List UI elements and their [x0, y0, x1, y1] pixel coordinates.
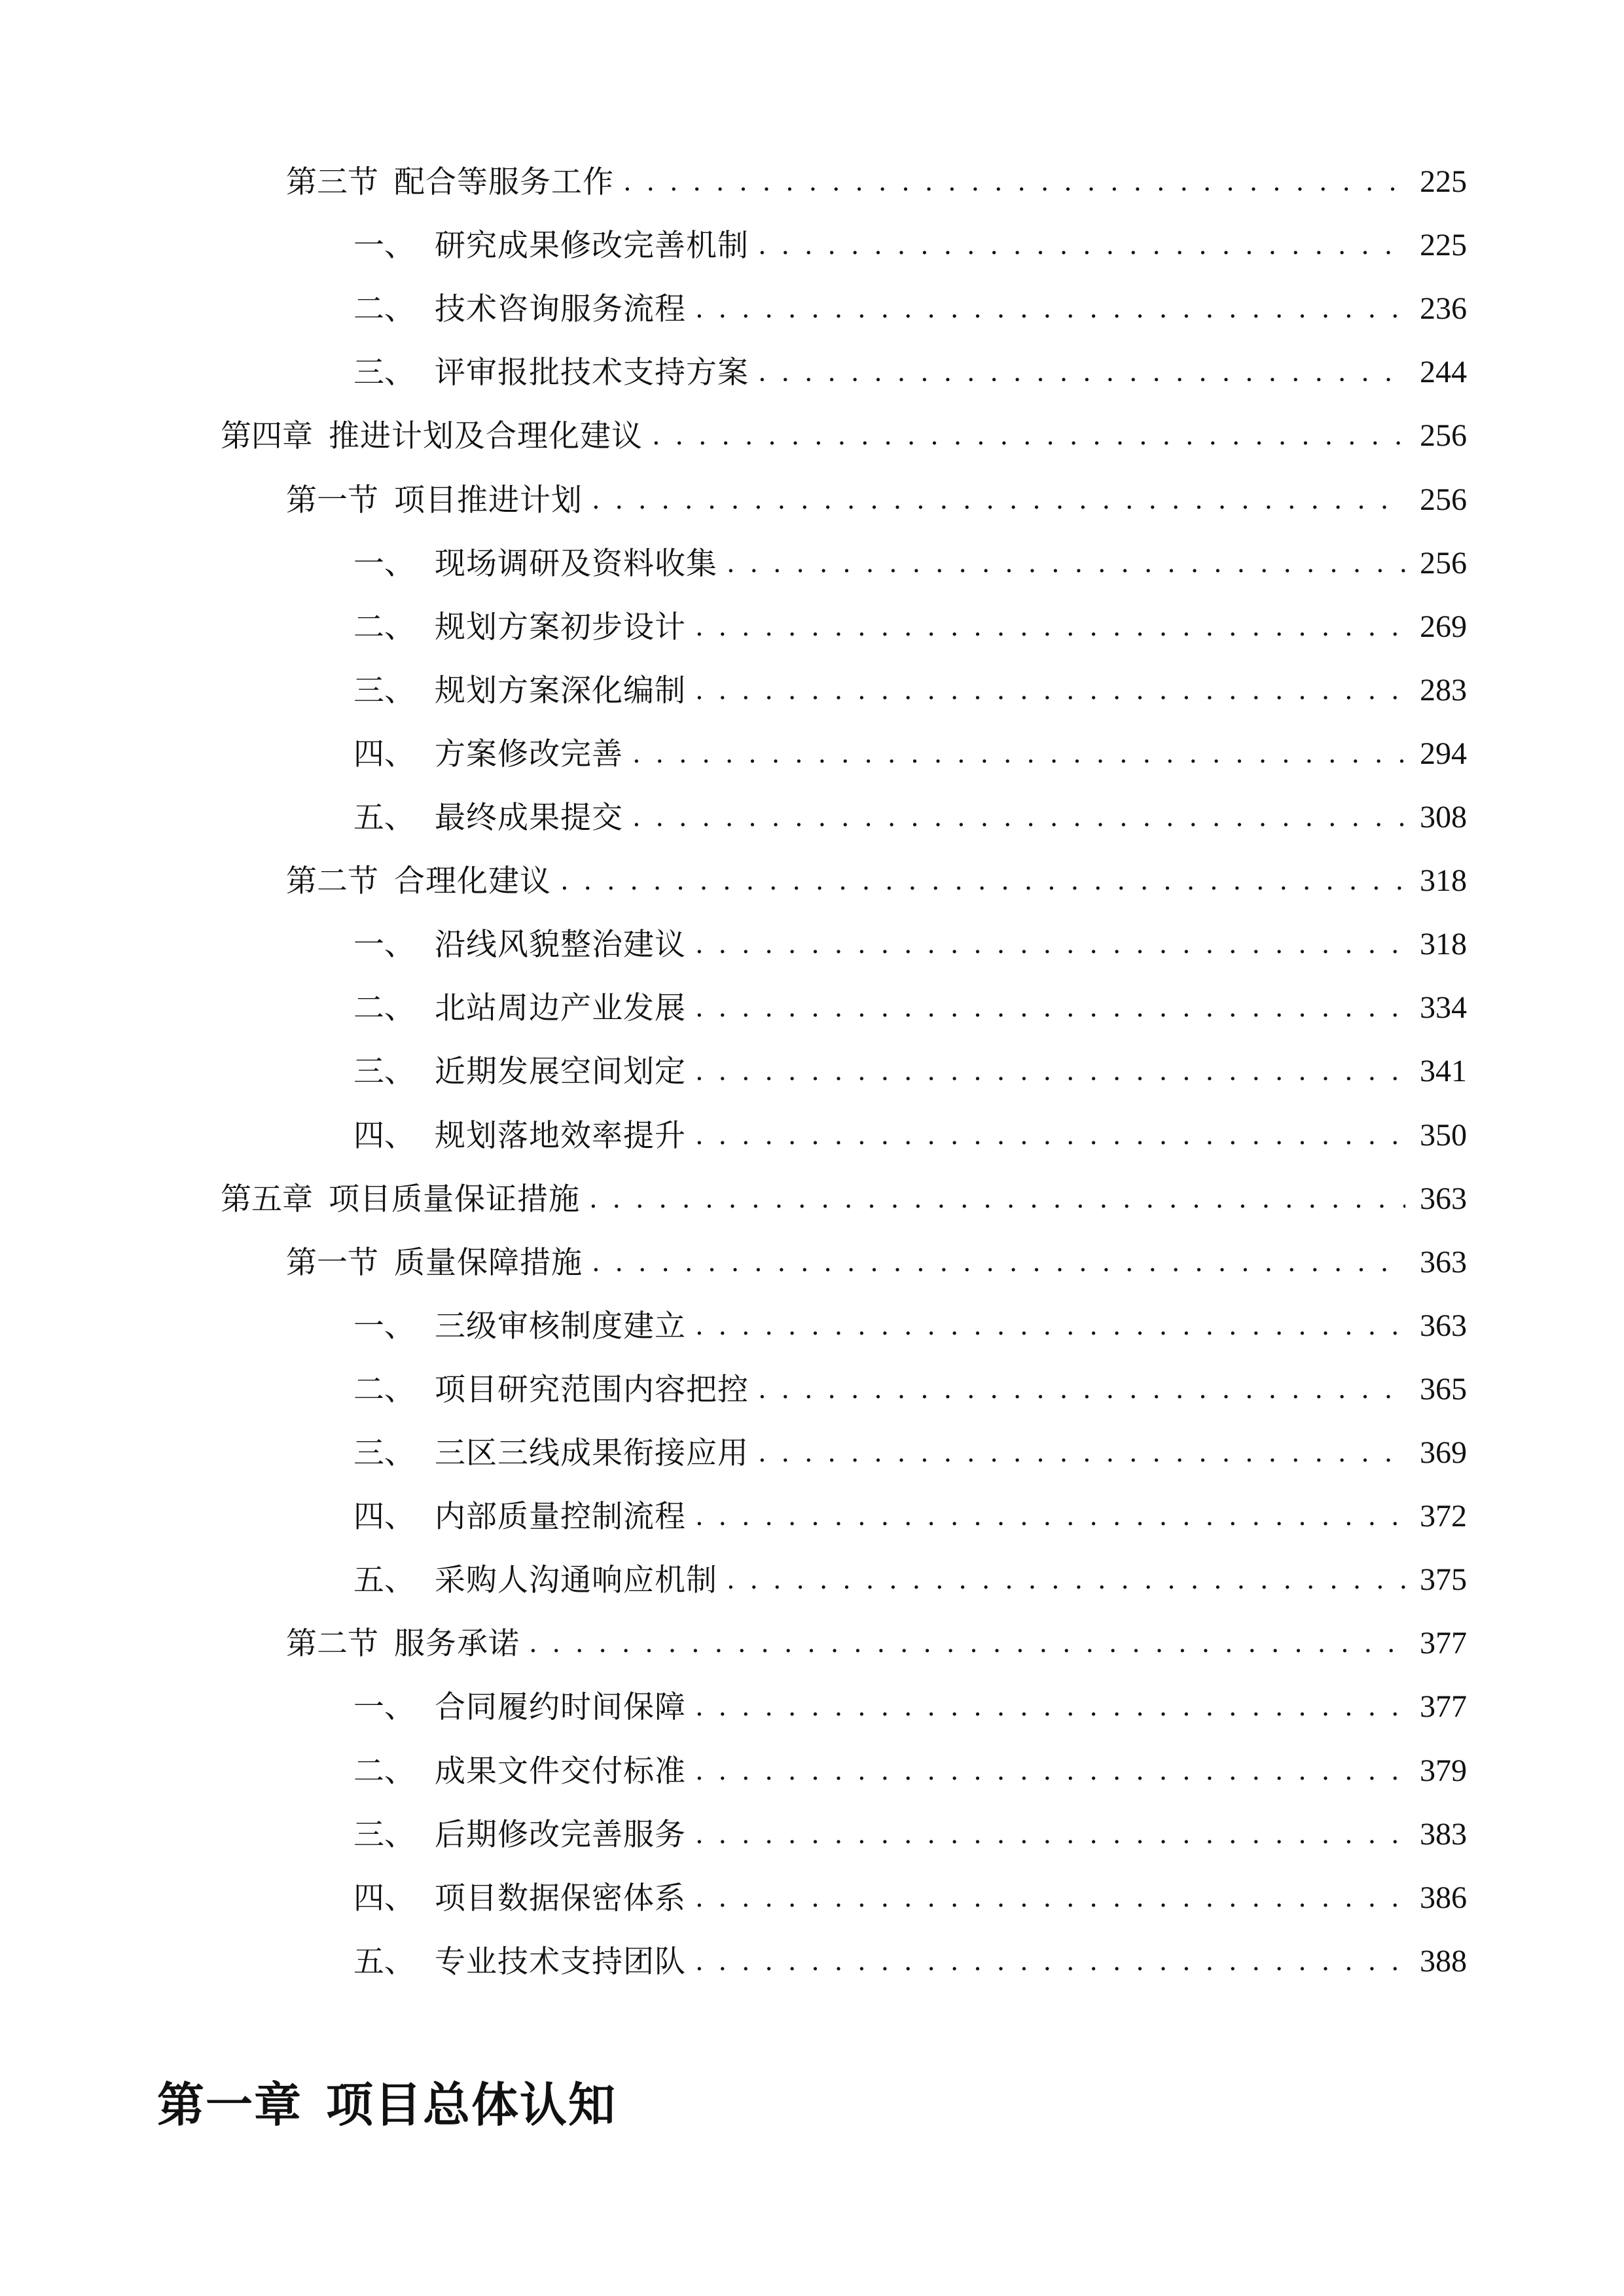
toc-dot-leader: [695, 675, 1405, 706]
toc-dot-leader: [695, 1311, 1405, 1342]
toc-entry-page-number: 377: [1420, 1626, 1467, 1660]
toc-entry[interactable]: [353, 1296, 1467, 1342]
toc-dot-leader: [758, 1438, 1405, 1469]
toc-entry-title: 推进计划及合理化建议: [329, 418, 643, 454]
toc-entry-page-number: 318: [1420, 927, 1467, 961]
toc-entry[interactable]: [353, 215, 1467, 264]
toc-entry-page-number: 350: [1420, 1118, 1467, 1153]
toc-entry-number: 一、: [353, 1689, 415, 1725]
toc-entry-number: 三、: [353, 355, 415, 391]
toc-entry-page-number: 363: [1420, 1181, 1467, 1216]
toc-entry-number: 四、: [353, 1499, 415, 1535]
toc-entry-number: 第二节: [286, 1626, 378, 1662]
toc-entry[interactable]: [353, 1486, 1467, 1535]
toc-entry-number: 二、: [353, 609, 415, 645]
toc-entry-number: 五、: [353, 1562, 415, 1598]
toc-dot-leader: [695, 993, 1405, 1024]
toc-entry[interactable]: [353, 597, 1467, 643]
toc-entry-page-number: 363: [1420, 1245, 1467, 1280]
toc-dot-leader: [695, 1883, 1405, 1914]
toc-entry[interactable]: [221, 1169, 1467, 1215]
toc-entry-number: 第五章: [221, 1181, 313, 1217]
toc-entry-number: 三、: [353, 1435, 415, 1471]
toc-entry-number: 三、: [353, 673, 415, 709]
toc-entry-title: 后期修改完善服务: [435, 1817, 686, 1853]
toc-entry-number: 五、: [353, 1944, 415, 1980]
toc-entry-title: 方案修改完善: [435, 736, 623, 772]
toc-entry[interactable]: [286, 152, 1467, 198]
toc-entry-page-number: 365: [1420, 1372, 1467, 1407]
toc-dot-leader: [652, 421, 1405, 452]
toc-entry[interactable]: [286, 470, 1467, 516]
toc-entry-page-number: 225: [1420, 164, 1467, 199]
toc-entry[interactable]: [353, 1931, 1467, 1980]
toc-dot-leader: [695, 1820, 1405, 1850]
toc-entry-title: 成果文件交付标准: [435, 1753, 686, 1789]
toc-entry[interactable]: [353, 978, 1467, 1024]
toc-entry-number: 一、: [353, 546, 415, 582]
toc-dot-leader: [695, 1756, 1405, 1787]
toc-entry-number: 第一节: [286, 1245, 378, 1281]
toc-entry-title: 专业技术支持团队: [435, 1944, 686, 1980]
toc-entry-title: 三级审核制度建立: [435, 1308, 686, 1344]
toc-entry[interactable]: [353, 787, 1467, 836]
toc-entry[interactable]: [353, 1677, 1467, 1723]
toc-entry-title: 规划方案初步设计: [435, 609, 686, 645]
toc-entry-page-number: 363: [1420, 1308, 1467, 1343]
toc-entry[interactable]: [353, 533, 1467, 582]
toc-entry-page-number: 283: [1420, 673, 1467, 708]
toc-entry[interactable]: [353, 660, 1467, 709]
toc-entry-page-number: 375: [1420, 1562, 1467, 1597]
toc-dot-leader: [695, 294, 1405, 325]
toc-dot-leader: [560, 866, 1405, 897]
toc-entry-page-number: 225: [1420, 228, 1467, 262]
chapter-heading: [157, 2067, 617, 2135]
toc-entry-title: 项目数据保密体系: [435, 1880, 686, 1916]
toc-entry-number: 第一节: [286, 482, 378, 518]
toc-entry-number: 二、: [353, 1753, 415, 1789]
toc-dot-leader: [529, 1628, 1405, 1659]
toc-entry[interactable]: [353, 1105, 1467, 1154]
toc-entry-number: 二、: [353, 1372, 415, 1408]
chapter-heading-title: 项目总体认知: [326, 2077, 617, 2132]
toc-entry-number: 三、: [353, 1054, 415, 1090]
toc-entry[interactable]: [353, 342, 1467, 391]
toc-entry-page-number: 388: [1420, 1944, 1467, 1979]
toc-entry[interactable]: [286, 1232, 1467, 1281]
toc-entry-title: 项目质量保证措施: [329, 1181, 580, 1217]
toc-entry-page-number: 256: [1420, 418, 1467, 453]
toc-entry-number: 四、: [353, 1880, 415, 1916]
toc-entry[interactable]: [353, 1041, 1467, 1090]
toc-entry-number: 一、: [353, 1308, 415, 1344]
toc-entry[interactable]: [353, 1804, 1467, 1853]
toc-dot-leader: [695, 1501, 1405, 1532]
toc-entry[interactable]: [286, 851, 1467, 897]
toc-entry-title: 评审报批技术支持方案: [435, 355, 749, 391]
toc-dot-leader: [695, 929, 1405, 960]
toc-entry-number: 二、: [353, 291, 415, 327]
toc-entry-title: 规划落地效率提升: [435, 1118, 686, 1154]
toc-entry[interactable]: [353, 1550, 1467, 1596]
toc-entry-title: 沿线风貌整治建议: [435, 927, 686, 963]
toc-entry-title: 规划方案深化编制: [435, 673, 686, 709]
toc-dot-leader: [589, 1184, 1405, 1215]
toc-dot-leader: [727, 1565, 1405, 1596]
toc-entry[interactable]: [353, 279, 1467, 325]
toc-entry-number: 四、: [353, 736, 415, 772]
toc-entry-number: 四、: [353, 1118, 415, 1154]
toc-entry-page-number: 256: [1420, 482, 1467, 517]
chapter-heading-number: 第一章: [157, 2077, 303, 2132]
toc-entry-title: 项目研究范围内容把控: [435, 1372, 749, 1408]
toc-dot-leader: [695, 1121, 1405, 1151]
toc-entry-page-number: 256: [1420, 546, 1467, 581]
toc-entry-title: 技术咨询服务流程: [435, 291, 686, 327]
toc-dot-leader: [623, 167, 1405, 198]
toc-entry-title: 最终成果提交: [435, 800, 623, 836]
toc-entry-number: 二、: [353, 990, 415, 1026]
toc-entry-page-number: 334: [1420, 990, 1467, 1025]
toc-entry-number: 第三节: [286, 164, 378, 200]
toc-entry-page-number: 294: [1420, 736, 1467, 771]
toc-entry-page-number: 318: [1420, 863, 1467, 898]
toc-dot-leader: [632, 739, 1405, 770]
toc-entry-title: 研究成果修改完善机制: [435, 228, 749, 264]
toc-entry-page-number: 341: [1420, 1054, 1467, 1088]
toc-entry-title: 内部质量控制流程: [435, 1499, 686, 1535]
toc-dot-leader: [632, 802, 1405, 833]
toc-entry-title: 合理化建议: [394, 863, 551, 899]
toc-entry[interactable]: [286, 1613, 1467, 1662]
toc-entry[interactable]: [353, 1359, 1467, 1408]
toc-entry-title: 现场调研及资料收集: [435, 546, 717, 582]
toc-entry-page-number: 369: [1420, 1435, 1467, 1470]
toc-entry-page-number: 377: [1420, 1689, 1467, 1724]
toc-dot-leader: [758, 1374, 1405, 1405]
toc-entry-number: 五、: [353, 800, 415, 836]
toc-entry-number: 三、: [353, 1817, 415, 1853]
toc-entry[interactable]: [353, 1868, 1467, 1914]
toc-entry[interactable]: [221, 406, 1467, 452]
toc-entry-number: 第四章: [221, 418, 313, 454]
toc-entry[interactable]: [353, 1741, 1467, 1787]
toc-dot-leader: [695, 1056, 1405, 1087]
toc-entry-page-number: 244: [1420, 355, 1467, 389]
toc-entry[interactable]: [353, 914, 1467, 963]
toc-entry-page-number: 308: [1420, 800, 1467, 834]
toc-entry-title: 北站周边产业发展: [435, 990, 686, 1026]
toc-entry-page-number: 236: [1420, 291, 1467, 326]
toc-entry-title: 项目推进计划: [394, 482, 583, 518]
toc-dot-leader: [592, 485, 1405, 516]
toc-entry-page-number: 372: [1420, 1499, 1467, 1534]
toc-dot-leader: [695, 1946, 1405, 1977]
toc-entry-page-number: 383: [1420, 1817, 1467, 1852]
toc-entry-page-number: 269: [1420, 609, 1467, 644]
toc-dot-leader: [695, 612, 1405, 643]
toc-dot-leader: [758, 230, 1405, 261]
toc-dot-leader: [758, 357, 1405, 388]
toc-entry-title: 质量保障措施: [394, 1245, 583, 1281]
toc-entry-title: 配合等服务工作: [394, 164, 614, 200]
toc-entry-number: 一、: [353, 228, 415, 264]
toc-dot-leader: [695, 1692, 1405, 1723]
toc-entry-title: 采购人沟通响应机制: [435, 1562, 717, 1598]
toc-dot-leader: [592, 1247, 1405, 1278]
toc-entry-number: 第二节: [286, 863, 378, 899]
toc-entry-number: 一、: [353, 927, 415, 963]
toc-entry-title: 三区三线成果衔接应用: [435, 1435, 749, 1471]
toc-entry-title: 服务承诺: [394, 1626, 520, 1662]
toc-dot-leader: [727, 548, 1405, 579]
toc-entry[interactable]: [353, 724, 1467, 770]
toc-entry-title: 合同履约时间保障: [435, 1689, 686, 1725]
toc-entry[interactable]: [353, 1423, 1467, 1469]
toc-entry-page-number: 386: [1420, 1880, 1467, 1915]
toc-entry-title: 近期发展空间划定: [435, 1054, 686, 1090]
toc-entry-page-number: 379: [1420, 1753, 1467, 1788]
